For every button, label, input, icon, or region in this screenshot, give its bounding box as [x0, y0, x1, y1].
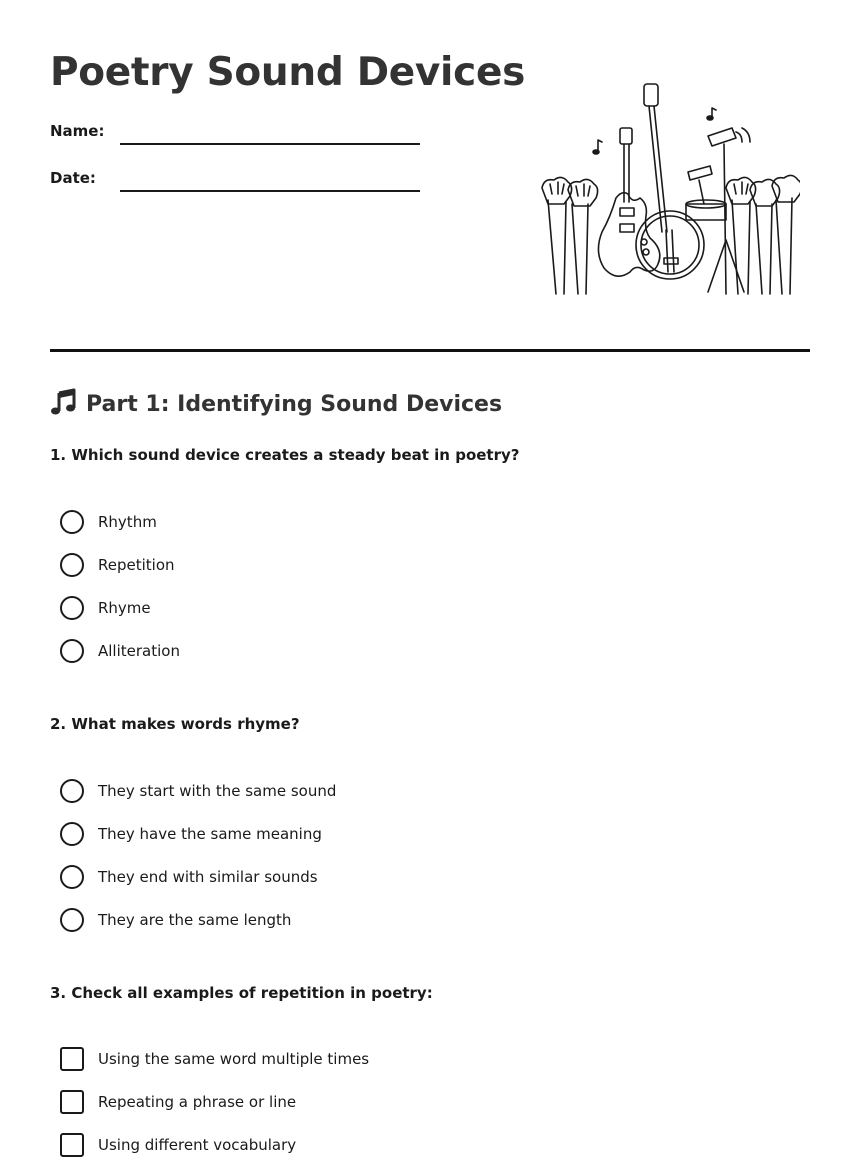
radio-button[interactable]: [60, 865, 84, 889]
checkbox[interactable]: [60, 1090, 84, 1114]
option-label: They have the same meaning: [98, 825, 322, 843]
option-label: Alliteration: [98, 642, 180, 660]
radio-button[interactable]: [60, 639, 84, 663]
date-label: Date:: [50, 169, 96, 187]
name-label: Name:: [50, 122, 105, 140]
option-alliteration[interactable]: [60, 638, 180, 664]
option-repeat-phrase[interactable]: [60, 1089, 296, 1115]
option-same-start-sound[interactable]: [60, 778, 336, 804]
checkbox[interactable]: [60, 1133, 84, 1157]
music-note-icon: [50, 388, 78, 416]
music-instruments-illustration-icon: [536, 80, 800, 300]
option-same-word[interactable]: [60, 1046, 369, 1072]
page-title: Poetry Sound Devices: [50, 50, 526, 95]
radio-button[interactable]: [60, 822, 84, 846]
option-same-meaning[interactable]: [60, 821, 322, 847]
option-label: They are the same length: [98, 911, 292, 929]
radio-button[interactable]: [60, 596, 84, 620]
radio-button[interactable]: [60, 510, 84, 534]
option-label: Rhythm: [98, 513, 157, 531]
question-2: 2. What makes words rhyme?: [50, 715, 300, 733]
option-label: Rhyme: [98, 599, 151, 617]
option-label: Repeating a phrase or line: [98, 1093, 297, 1111]
section-heading-text: Part 1: Identifying Sound Devices: [86, 392, 503, 417]
option-label: Repetition: [98, 556, 175, 574]
radio-button[interactable]: [60, 553, 84, 577]
section-heading: [50, 388, 502, 417]
question-1: 1. Which sound device creates a steady beat in poetry?: [50, 446, 520, 464]
option-label: Using the same word multiple times: [98, 1050, 370, 1068]
question-3: 3. Check all examples of repetition in poetry:: [50, 984, 433, 1002]
name-field[interactable]: [120, 143, 420, 145]
option-rhyme[interactable]: [60, 595, 151, 621]
option-rhythm[interactable]: [60, 509, 157, 535]
checkbox[interactable]: [60, 1047, 84, 1071]
option-different-vocabulary[interactable]: [60, 1132, 296, 1158]
option-same-length[interactable]: [60, 907, 291, 933]
option-repetition[interactable]: [60, 552, 175, 578]
radio-button[interactable]: [60, 779, 84, 803]
date-field[interactable]: [120, 190, 420, 192]
option-label: Using different vocabulary: [98, 1136, 297, 1154]
radio-button[interactable]: [60, 908, 84, 932]
option-similar-end-sounds[interactable]: [60, 864, 318, 890]
section-divider: [50, 349, 810, 352]
option-label: They start with the same sound: [98, 782, 337, 800]
option-label: They end with similar sounds: [98, 868, 318, 886]
